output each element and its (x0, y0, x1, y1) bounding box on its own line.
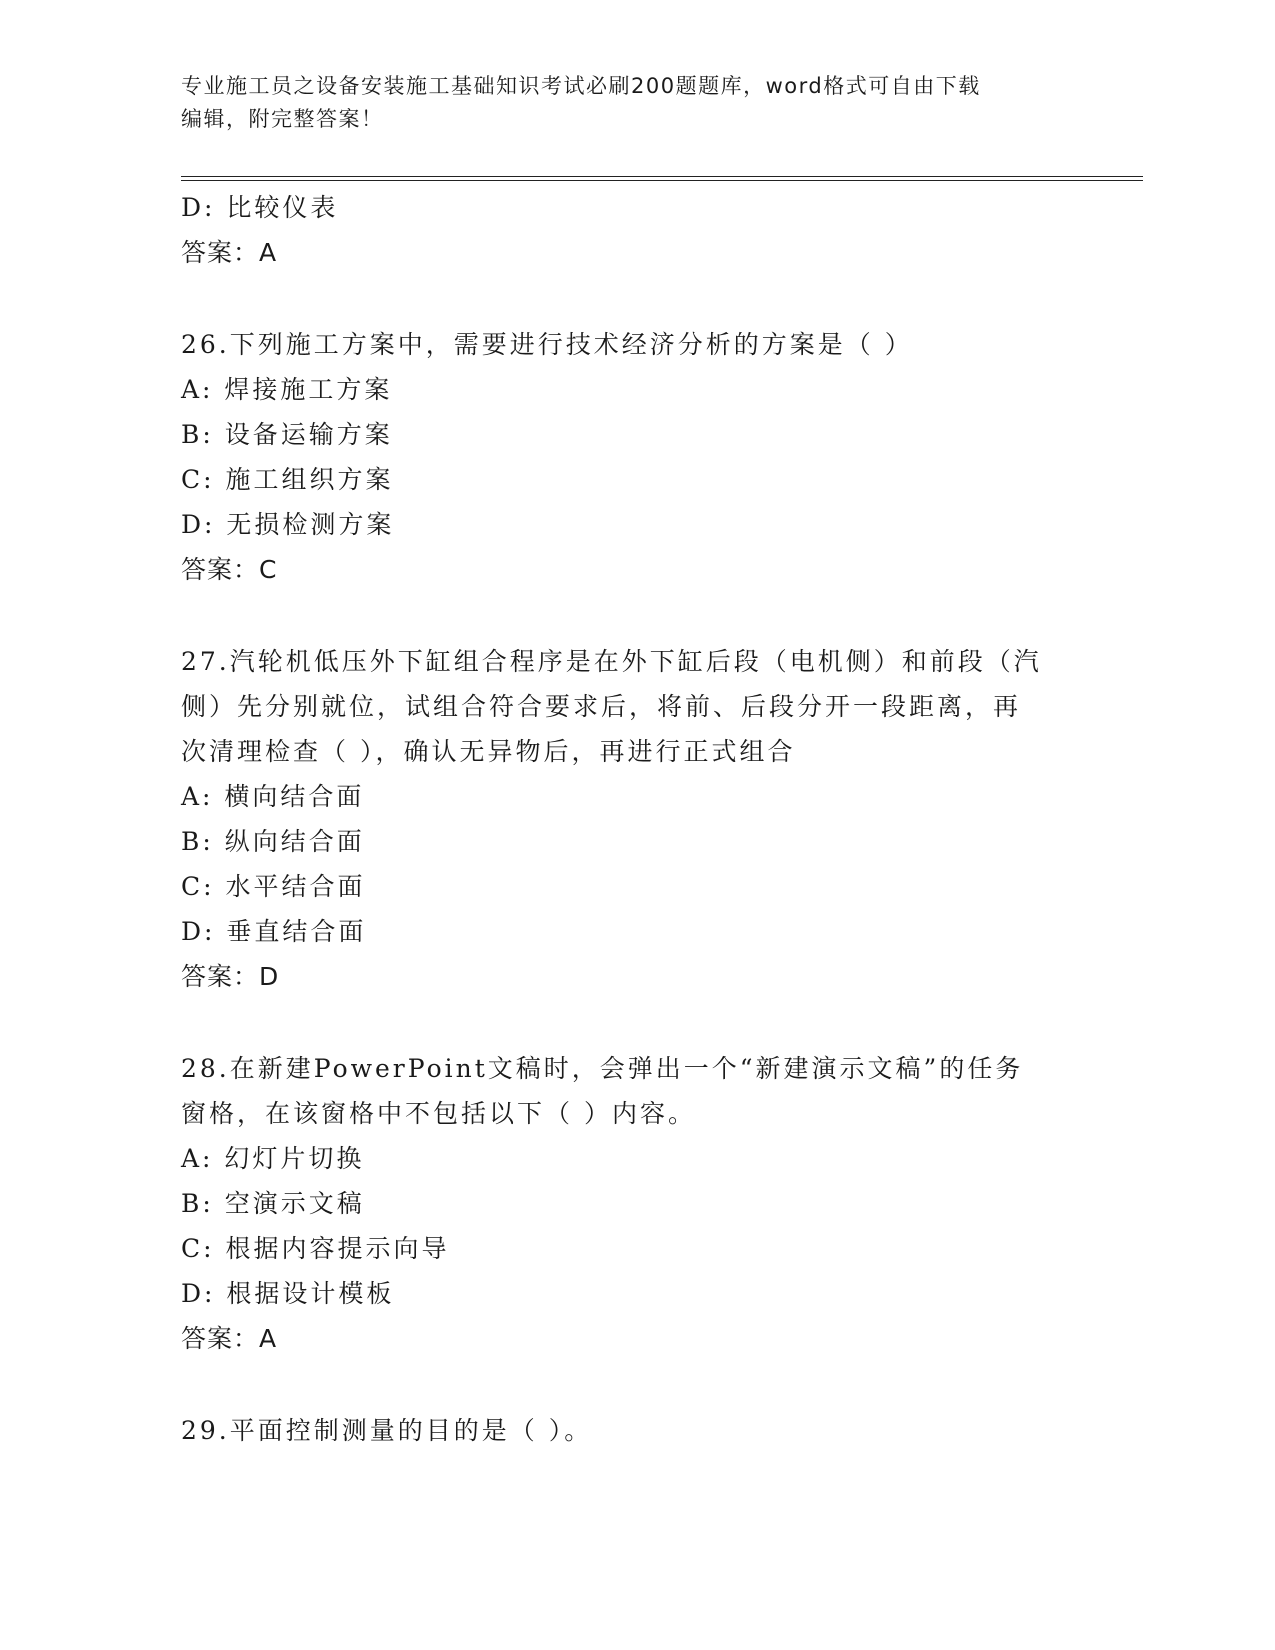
option-b: B: 纵向结合面 (181, 827, 365, 856)
option-c: C: 根据内容提示向导 (181, 1234, 450, 1263)
option-b: B: 设备运输方案 (181, 420, 393, 449)
option-a: A: 横向结合面 (181, 782, 365, 811)
answer-label: 答案：A (181, 1324, 278, 1353)
question-29 (181, 1408, 1081, 1453)
option-c: C: 施工组织方案 (181, 465, 394, 494)
option-c: C: 水平结合面 (181, 872, 366, 901)
header-divider-bottom (181, 180, 1143, 181)
question-26 (181, 322, 1081, 592)
document-body (181, 185, 1081, 1453)
header-line-2: 编辑，附完整答案！ (181, 107, 384, 131)
answer-label: 答案：D (181, 962, 280, 991)
question-28 (181, 1046, 1081, 1361)
question-text-line-1: 28.在新建PowerPoint文稿时，会弹出一个“新建演示文稿”的任务 (181, 1054, 1024, 1083)
answer-label: 答案：A (181, 238, 278, 267)
header-line-1: 专业施工员之设备安装施工基础知识考试必刷200题题库，word格式可自由下载 (181, 74, 981, 98)
option-d: D: 根据设计模板 (181, 1279, 395, 1308)
option-d: D: 比较仪表 (181, 193, 339, 222)
option-d: D: 垂直结合面 (181, 917, 367, 946)
answer-label: 答案：C (181, 555, 278, 584)
option-a: A: 幻灯片切换 (181, 1144, 365, 1173)
header-divider-top (181, 176, 1143, 177)
question-27 (181, 639, 1081, 999)
page-header (181, 70, 1081, 136)
question-text-line-1: 27.汽轮机低压外下缸组合程序是在外下缸后段（电机侧）和前段（汽 (181, 647, 1042, 676)
option-b: B: 空演示文稿 (181, 1189, 365, 1218)
question-text-line-3: 次清理检查（ ），确认无异物后，再进行正式组合 (181, 737, 796, 766)
question-text: 26.下列施工方案中，需要进行技术经济分析的方案是（ ） (181, 330, 913, 359)
question-text: 29.平面控制测量的目的是（ ）。 (181, 1416, 593, 1445)
question-text-line-2: 侧）先分别就位，试组合符合要求后，将前、后段分开一段距离，再 (181, 692, 1022, 721)
option-a: A: 焊接施工方案 (181, 375, 393, 404)
question-text-line-2: 窗格，在该窗格中不包括以下（ ）内容。 (181, 1099, 696, 1128)
option-d: D: 无损检测方案 (181, 510, 395, 539)
